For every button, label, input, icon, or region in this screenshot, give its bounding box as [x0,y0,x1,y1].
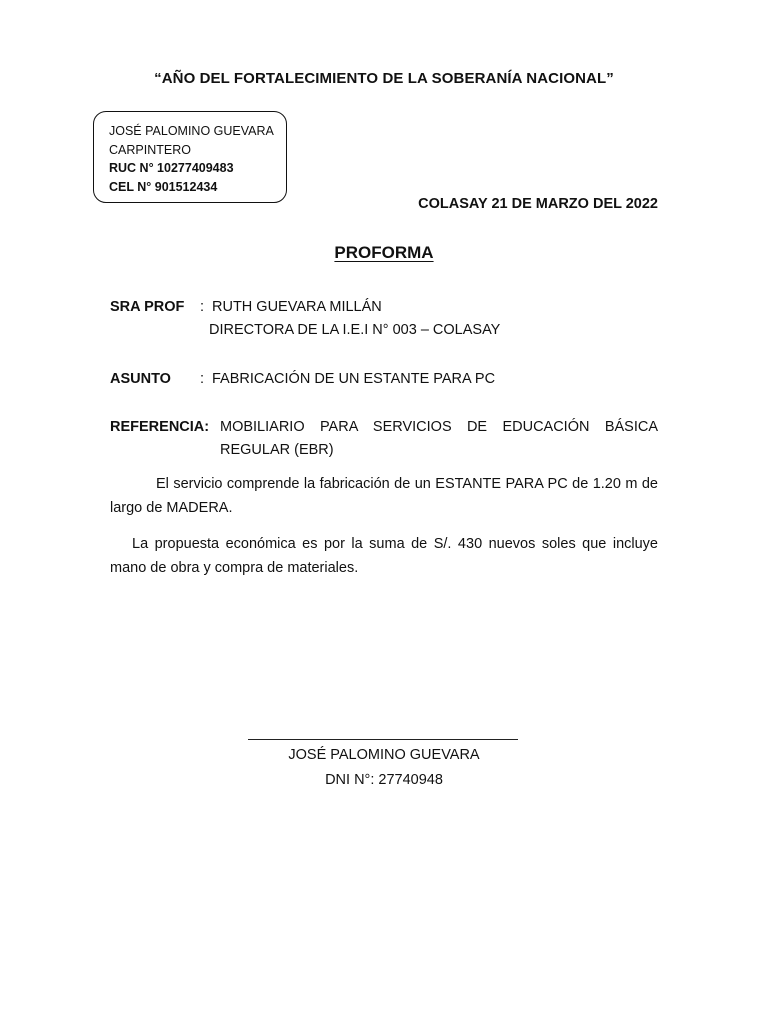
document-date: COLASAY 21 DE MARZO DEL 2022 [418,196,658,212]
subject-label: ASUNTO [110,371,171,387]
body-paragraph-2: La propuesta económica es por la suma de S/. 430 nuevos soles que incluye mano de obra y compra de materiales. [110,536,658,576]
sender-name: JOSÉ PALOMINO GUEVARA [109,124,274,138]
signature-dni: DNI N°: 27740948 [325,772,443,788]
recipient-name: RUTH GUEVARA MILLÁN [212,299,382,315]
sender-phone: CEL N° 901512434 [109,179,218,194]
sender-info-box [93,111,287,203]
subject-field [110,368,658,391]
signature-name: JOSÉ PALOMINO GUEVARA [288,747,480,763]
recipient-position: DIRECTORA DE LA I.E.I N° 003 – COLASAY [209,322,501,338]
reference-value: MOBILIARIO PARA SERVICIOS DE EDUCACIÓN BÁSICA REGULAR (EBR) [220,419,658,458]
subject-value: FABRICACIÓN DE UN ESTANTE PARA PC [212,371,496,387]
reference-label: REFERENCIA: [110,419,210,435]
sender-ruc: RUC N° 10277409483 [109,161,234,175]
sender-occupation: CARPINTERO [109,142,191,157]
recipient-label: SRA PROF [110,299,185,315]
recipient-colon: : [200,299,205,315]
signature-line [248,739,518,740]
body-paragraph-1: El servicio comprende la fabricación de un ESTANTE PARA PC de 1.20 m de largo de MADERA. [110,476,658,516]
recipient-field [110,296,658,342]
document-title: PROFORMA [334,243,434,262]
year-motto: “AÑO DEL FORTALECIMIENTO DE LA SOBERANÍA NACIONAL” [154,70,614,87]
subject-colon: : [200,371,205,387]
